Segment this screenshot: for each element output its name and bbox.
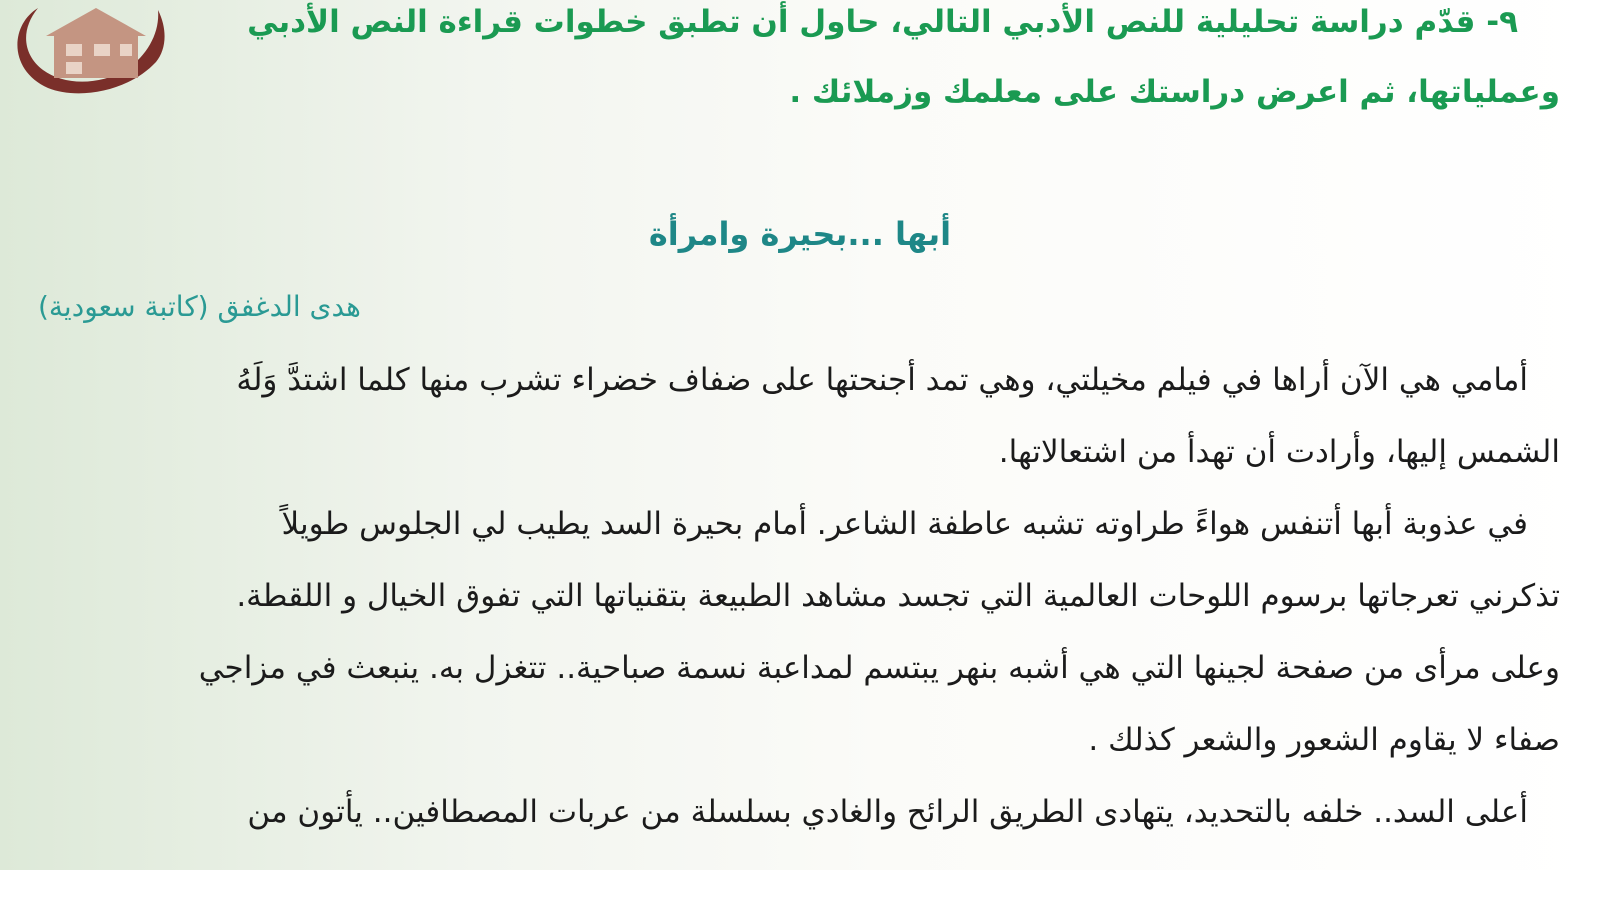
body-line-3: في عذوبة أبها أتنفس هواءً طراوته تشبه عاطفة الشاعر. أمام بحيرة السد يطيب لي الجلوس طويلاً [281, 506, 1528, 542]
body-line-6: صفاء لا يقاوم الشعور والشعر كذلك . [1088, 722, 1560, 758]
house-icon [8, 0, 168, 100]
exercise-instruction-line-2: وعملياتها، ثم اعرض دراستك على معلمك وزملائك . [789, 74, 1560, 110]
body-line-2: الشمس إليها، وأرادت أن تهدأ من اشتعالاتها. [998, 434, 1560, 470]
bottom-margin [0, 870, 1600, 900]
body-line-5: وعلى مرأى من صفحة لجينها التي هي أشبه بنهر يبتسم لمداعبة نسمة صباحية.. تتغزل به. ينبعث في مزاجي [198, 650, 1560, 686]
exercise-instruction-line-1: ٩- قدّم دراسة تحليلية للنص الأدبي التالي، حاول أن تطبق خطوات قراءة النص الأدبي [247, 4, 1518, 40]
literary-text-title: أبها ...بحيرة وامرأة [648, 215, 952, 253]
body-line-4: تذكرني تعرجاتها برسوم اللوحات العالمية التي تجسد مشاهد الطبيعة بتقنياتها التي تفوق الخيال و اللقطة. [236, 578, 1560, 614]
literary-text-author: هدى الدغفق (كاتبة سعودية) [38, 290, 361, 323]
body-line-1: أمامي هي الآن أراها في فيلم مخيلتي، وهي تمد أجنحتها على ضفاف خضراء تشرب منها كلما اشتدَّ وَلَهُ [236, 362, 1528, 398]
body-line-7: أعلى السد.. خلفه بالتحديد، يتهادى الطريق الرائح والغادي بسلسلة من عربات المصطافين.. يأتون من [247, 794, 1528, 830]
